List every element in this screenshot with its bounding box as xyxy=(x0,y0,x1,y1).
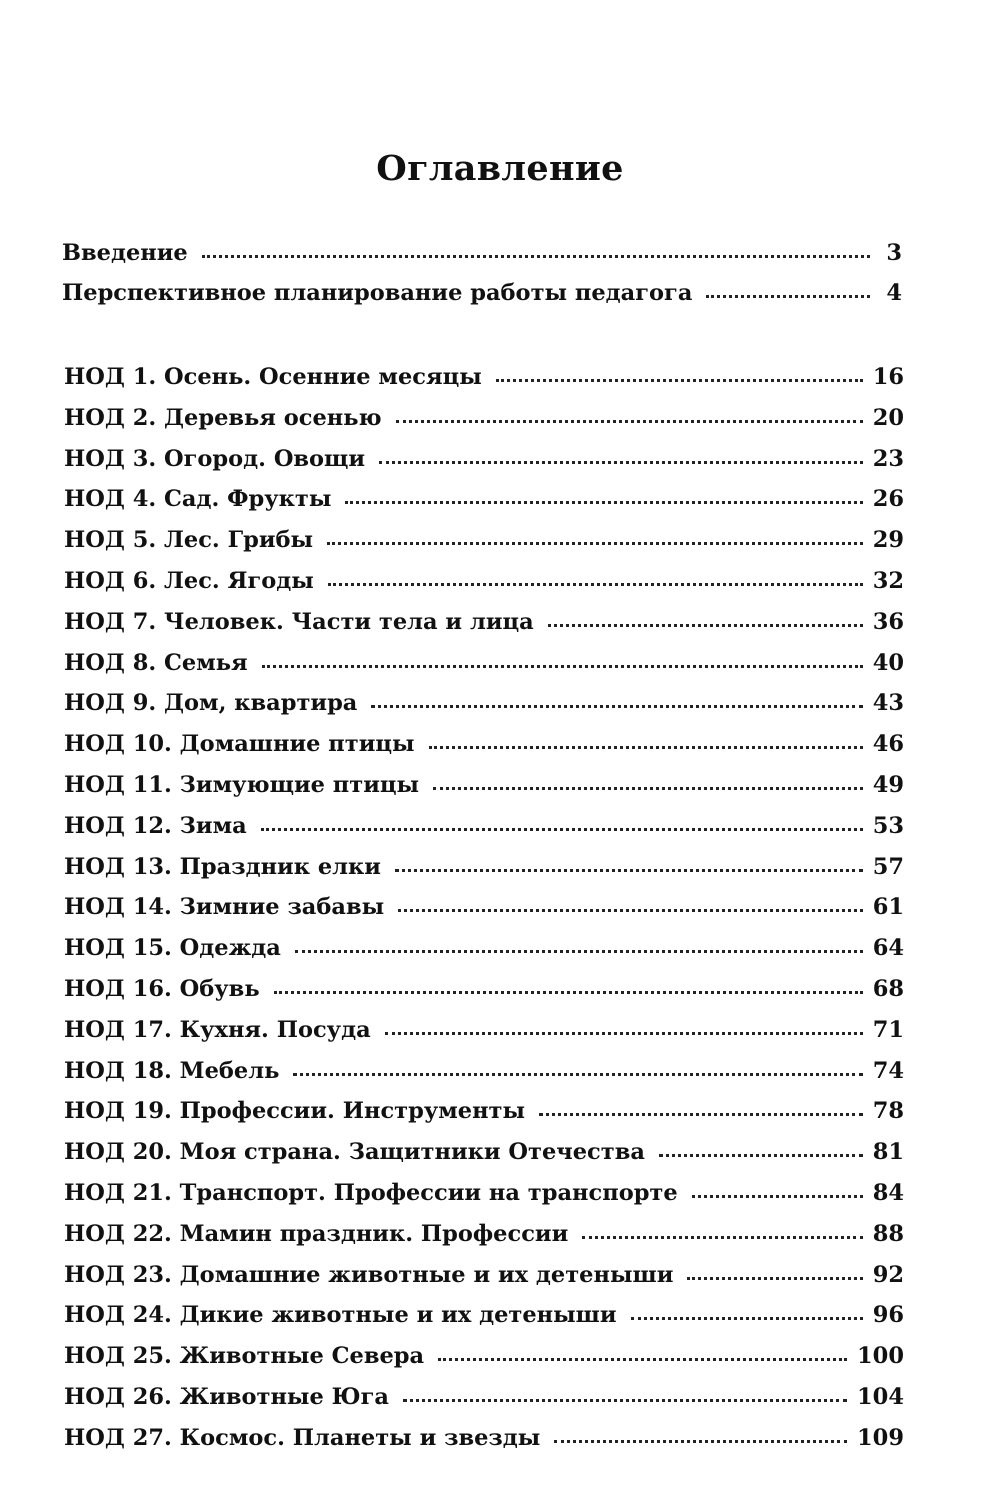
toc-entry[interactable] xyxy=(64,364,904,405)
toc-entry-title: НОД 4. Сад. Фрукты xyxy=(64,486,332,513)
toc-entry[interactable] xyxy=(64,1302,904,1343)
toc-entry-title: НОД 3. Огород. Овощи xyxy=(64,445,366,472)
toc-entry-page-number: 71 xyxy=(872,1016,904,1043)
toc-entry[interactable] xyxy=(64,1262,904,1303)
toc-entry-page-number: 43 xyxy=(872,690,904,717)
toc-entry[interactable] xyxy=(64,1343,904,1384)
dot-leader xyxy=(429,746,863,749)
toc-entry[interactable] xyxy=(64,527,904,568)
toc-entry-title: НОД 5. Лес. Грибы xyxy=(64,527,314,554)
dot-leader xyxy=(274,991,863,994)
toc-entry-title: НОД 14. Зимние забавы xyxy=(64,894,385,921)
toc-entry-title: НОД 18. Мебель xyxy=(64,1057,280,1084)
toc-entry-title: НОД 24. Дикие животные и их детеныши xyxy=(64,1302,617,1329)
dot-leader xyxy=(295,950,863,953)
toc-entry-title: НОД 20. Моя страна. Защитники Отечества xyxy=(64,1139,645,1166)
toc-entry-page-number: 92 xyxy=(872,1261,904,1288)
toc-entry-page-number: 96 xyxy=(872,1302,904,1329)
toc-entry-title: НОД 13. Праздник елки xyxy=(64,853,381,880)
toc-entry[interactable] xyxy=(62,240,902,280)
toc-entry[interactable] xyxy=(64,1139,904,1180)
toc-entry-page-number: 100 xyxy=(857,1343,904,1370)
toc-entry[interactable] xyxy=(64,446,904,487)
dot-leader xyxy=(371,705,862,708)
dot-leader xyxy=(496,379,863,382)
toc-entry[interactable] xyxy=(64,1058,904,1099)
toc-entry-title: НОД 8. Семья xyxy=(64,649,248,676)
page-title: Оглавление xyxy=(376,148,624,189)
toc-entry-title: НОД 9. Дом, квартира xyxy=(64,690,358,717)
toc-entry-page-number: 81 xyxy=(872,1139,904,1166)
toc-entry[interactable] xyxy=(64,894,904,935)
toc-entry-page-number: 29 xyxy=(872,527,904,554)
toc-entry-page-number: 53 xyxy=(872,812,904,839)
dot-leader xyxy=(345,501,862,504)
toc-entry-title: НОД 25. Животные Севера xyxy=(64,1343,425,1370)
dot-leader xyxy=(548,624,863,627)
toc-entry-title: НОД 19. Профессии. Инструменты xyxy=(64,1098,526,1125)
toc-entry[interactable] xyxy=(64,772,904,813)
dot-leader xyxy=(385,1032,863,1035)
dot-leader xyxy=(433,787,863,790)
toc-entry-page-number: 32 xyxy=(872,567,904,594)
toc-entry[interactable] xyxy=(64,854,904,895)
toc-intro-section xyxy=(62,240,902,320)
toc-entry-page-number: 109 xyxy=(857,1424,904,1451)
dot-leader xyxy=(706,295,870,298)
dot-leader xyxy=(328,583,863,586)
toc-entry-title: Введение xyxy=(62,240,188,266)
dot-leader xyxy=(582,1236,862,1239)
toc-entry-page-number: 36 xyxy=(872,608,904,635)
toc-entry-page-number: 26 xyxy=(872,486,904,513)
toc-entry[interactable] xyxy=(64,1425,904,1466)
toc-entry-page-number: 68 xyxy=(872,975,904,1002)
toc-entry-title: НОД 22. Мамин праздник. Профессии xyxy=(64,1220,569,1247)
toc-entry[interactable] xyxy=(64,568,904,609)
toc-entry-page-number: 46 xyxy=(872,731,904,758)
toc-entry-title: НОД 17. Кухня. Посуда xyxy=(64,1016,371,1043)
toc-entry[interactable] xyxy=(64,1098,904,1139)
toc-entry[interactable] xyxy=(64,976,904,1017)
toc-entry-title: НОД 23. Домашние животные и их детеныши xyxy=(64,1261,674,1288)
toc-entry-page-number: 88 xyxy=(872,1220,904,1247)
dot-leader xyxy=(396,420,863,423)
toc-entry-page-number: 84 xyxy=(872,1179,904,1206)
toc-entry-title: НОД 2. Деревья осенью xyxy=(64,404,382,431)
toc-entry-title: НОД 21. Транспорт. Профессии на транспорте xyxy=(64,1179,678,1206)
toc-entry-title: НОД 10. Домашние птицы xyxy=(64,731,415,758)
dot-leader xyxy=(261,828,863,831)
toc-entry-page-number: 20 xyxy=(872,404,904,431)
dot-leader xyxy=(438,1358,847,1361)
dot-leader xyxy=(202,255,870,258)
dot-leader xyxy=(687,1277,862,1280)
toc-entry-page-number: 61 xyxy=(872,894,904,921)
toc-entry-page-number: 3 xyxy=(886,240,902,266)
toc-entry-title: НОД 1. Осень. Осенние месяцы xyxy=(64,364,482,390)
toc-entry-page-number: 74 xyxy=(872,1057,904,1084)
dot-leader xyxy=(631,1317,863,1320)
toc-entry-page-number: 40 xyxy=(872,649,904,676)
dot-leader xyxy=(395,869,863,872)
toc-entry-title: НОД 11. Зимующие птицы xyxy=(64,771,420,798)
toc-entry-title: Перспективное планирование работы педагога xyxy=(62,280,693,306)
toc-entry-title: НОД 12. Зима xyxy=(64,812,247,839)
dot-leader xyxy=(692,1195,863,1198)
toc-entry-page-number: 57 xyxy=(872,853,904,880)
dot-leader xyxy=(403,1399,847,1402)
toc-entry-title: НОД 16. Обувь xyxy=(64,975,260,1002)
dot-leader xyxy=(659,1154,863,1157)
dot-leader xyxy=(539,1113,863,1116)
toc-entry-page-number: 49 xyxy=(872,771,904,798)
toc-entry-page-number: 64 xyxy=(872,935,904,962)
toc-entry[interactable] xyxy=(64,690,904,731)
toc-entry[interactable] xyxy=(62,280,902,320)
toc-entry-page-number: 4 xyxy=(886,280,902,306)
toc-entry-title: НОД 27. Космос. Планеты и звезды xyxy=(64,1424,541,1451)
toc-entry-page-number: 16 xyxy=(872,364,904,390)
toc-entry-page-number: 78 xyxy=(872,1098,904,1125)
toc-entry[interactable] xyxy=(64,813,904,854)
dot-leader xyxy=(327,542,863,545)
toc-entry-title: НОД 7. Человек. Части тела и лица xyxy=(64,608,534,635)
dot-leader xyxy=(379,461,863,464)
toc-entry[interactable] xyxy=(64,935,904,976)
toc-entry[interactable] xyxy=(64,731,904,772)
toc-entry-title: НОД 26. Животные Юга xyxy=(64,1383,389,1410)
toc-entry-title: НОД 6. Лес. Ягоды xyxy=(64,567,314,594)
dot-leader xyxy=(398,909,863,912)
dot-leader xyxy=(554,1440,847,1443)
toc-lessons-section xyxy=(64,364,904,1466)
toc-entry[interactable] xyxy=(64,405,904,446)
toc-entry-page-number: 23 xyxy=(872,445,904,472)
toc-entry[interactable] xyxy=(64,650,904,691)
toc-entry-page-number: 104 xyxy=(857,1383,904,1410)
dot-leader xyxy=(262,665,863,668)
toc-entry[interactable] xyxy=(64,1384,904,1425)
toc-entry[interactable] xyxy=(64,486,904,527)
toc-entry[interactable] xyxy=(64,1017,904,1058)
dot-leader xyxy=(293,1073,862,1076)
toc-entry[interactable] xyxy=(64,1180,904,1221)
toc-entry[interactable] xyxy=(64,1221,904,1262)
toc-entry-title: НОД 15. Одежда xyxy=(64,935,281,962)
toc-entry[interactable] xyxy=(64,609,904,650)
